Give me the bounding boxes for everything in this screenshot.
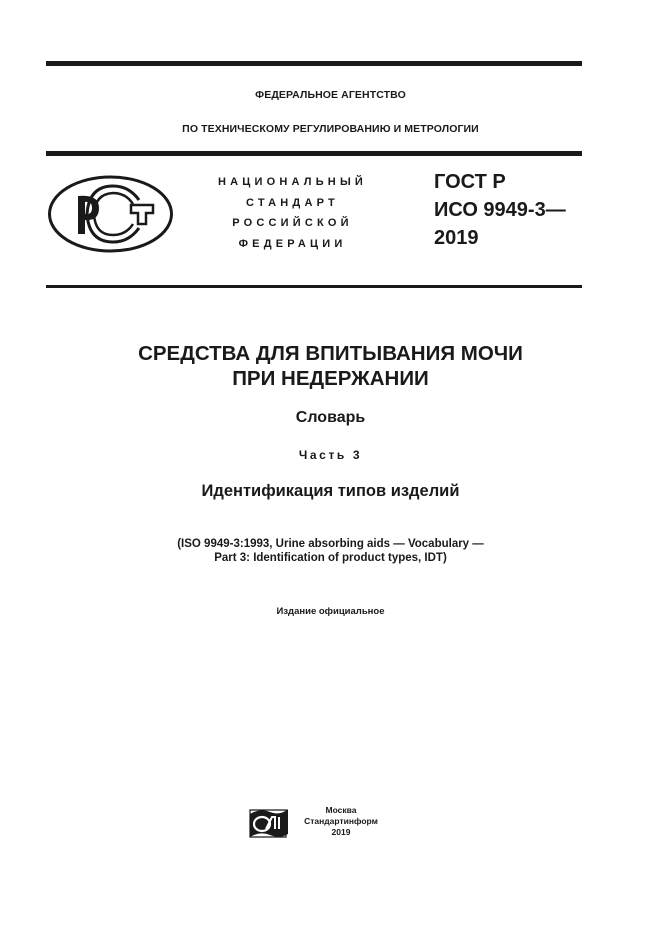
national-line: СТАНДАРТ bbox=[246, 196, 339, 209]
part-number: Часть 3 bbox=[298, 448, 363, 462]
standartinform-logo-icon bbox=[248, 806, 290, 840]
iso-line-2: Part 3: Identification of product types, IDT) bbox=[214, 552, 447, 564]
document-subtitle: Словарь bbox=[295, 409, 366, 426]
publisher-city: Москва bbox=[325, 805, 357, 815]
designation-line: ГОСТ Р bbox=[434, 171, 506, 193]
designation-line: 2019 bbox=[434, 227, 479, 249]
title-line-2: ПРИ НЕДЕРЖАНИИ bbox=[232, 367, 429, 390]
agency-line-1: ФЕДЕРАЛЬНОЕ АГЕНТСТВО bbox=[255, 89, 406, 101]
title-line-1: СРЕДСТВА ДЛЯ ВПИТЫВАНИЯ МОЧИ bbox=[138, 342, 523, 365]
header-rule bbox=[46, 151, 582, 156]
part-name: Идентификация типов изделий bbox=[201, 482, 460, 500]
top-rule bbox=[46, 61, 582, 66]
standard-designation bbox=[434, 168, 566, 252]
national-standard-label bbox=[190, 172, 395, 254]
iso-source-reference bbox=[0, 537, 661, 565]
publisher-info bbox=[292, 805, 390, 838]
edition-label: Издание официальное bbox=[276, 606, 385, 617]
document-title bbox=[0, 341, 661, 391]
iso-line-1: (ISO 9949-3:1993, Urine absorbing aids — Vocabulary — bbox=[177, 538, 484, 550]
block-rule bbox=[46, 285, 582, 288]
national-line: НАЦИОНАЛЬНЫЙ bbox=[217, 176, 368, 188]
designation-line: ИСО 9949-3— bbox=[434, 199, 566, 221]
publisher-name: Стандартинформ bbox=[304, 816, 378, 826]
national-line: ФЕДЕРАЦИИ bbox=[238, 237, 347, 250]
national-line: РОССИЙСКОЙ bbox=[232, 217, 353, 229]
rst-logo-icon bbox=[47, 174, 174, 254]
agency-line-2: ПО ТЕХНИЧЕСКОМУ РЕГУЛИРОВАНИЮ И МЕТРОЛОГИИ bbox=[182, 123, 479, 135]
publisher-year: 2019 bbox=[331, 827, 351, 837]
